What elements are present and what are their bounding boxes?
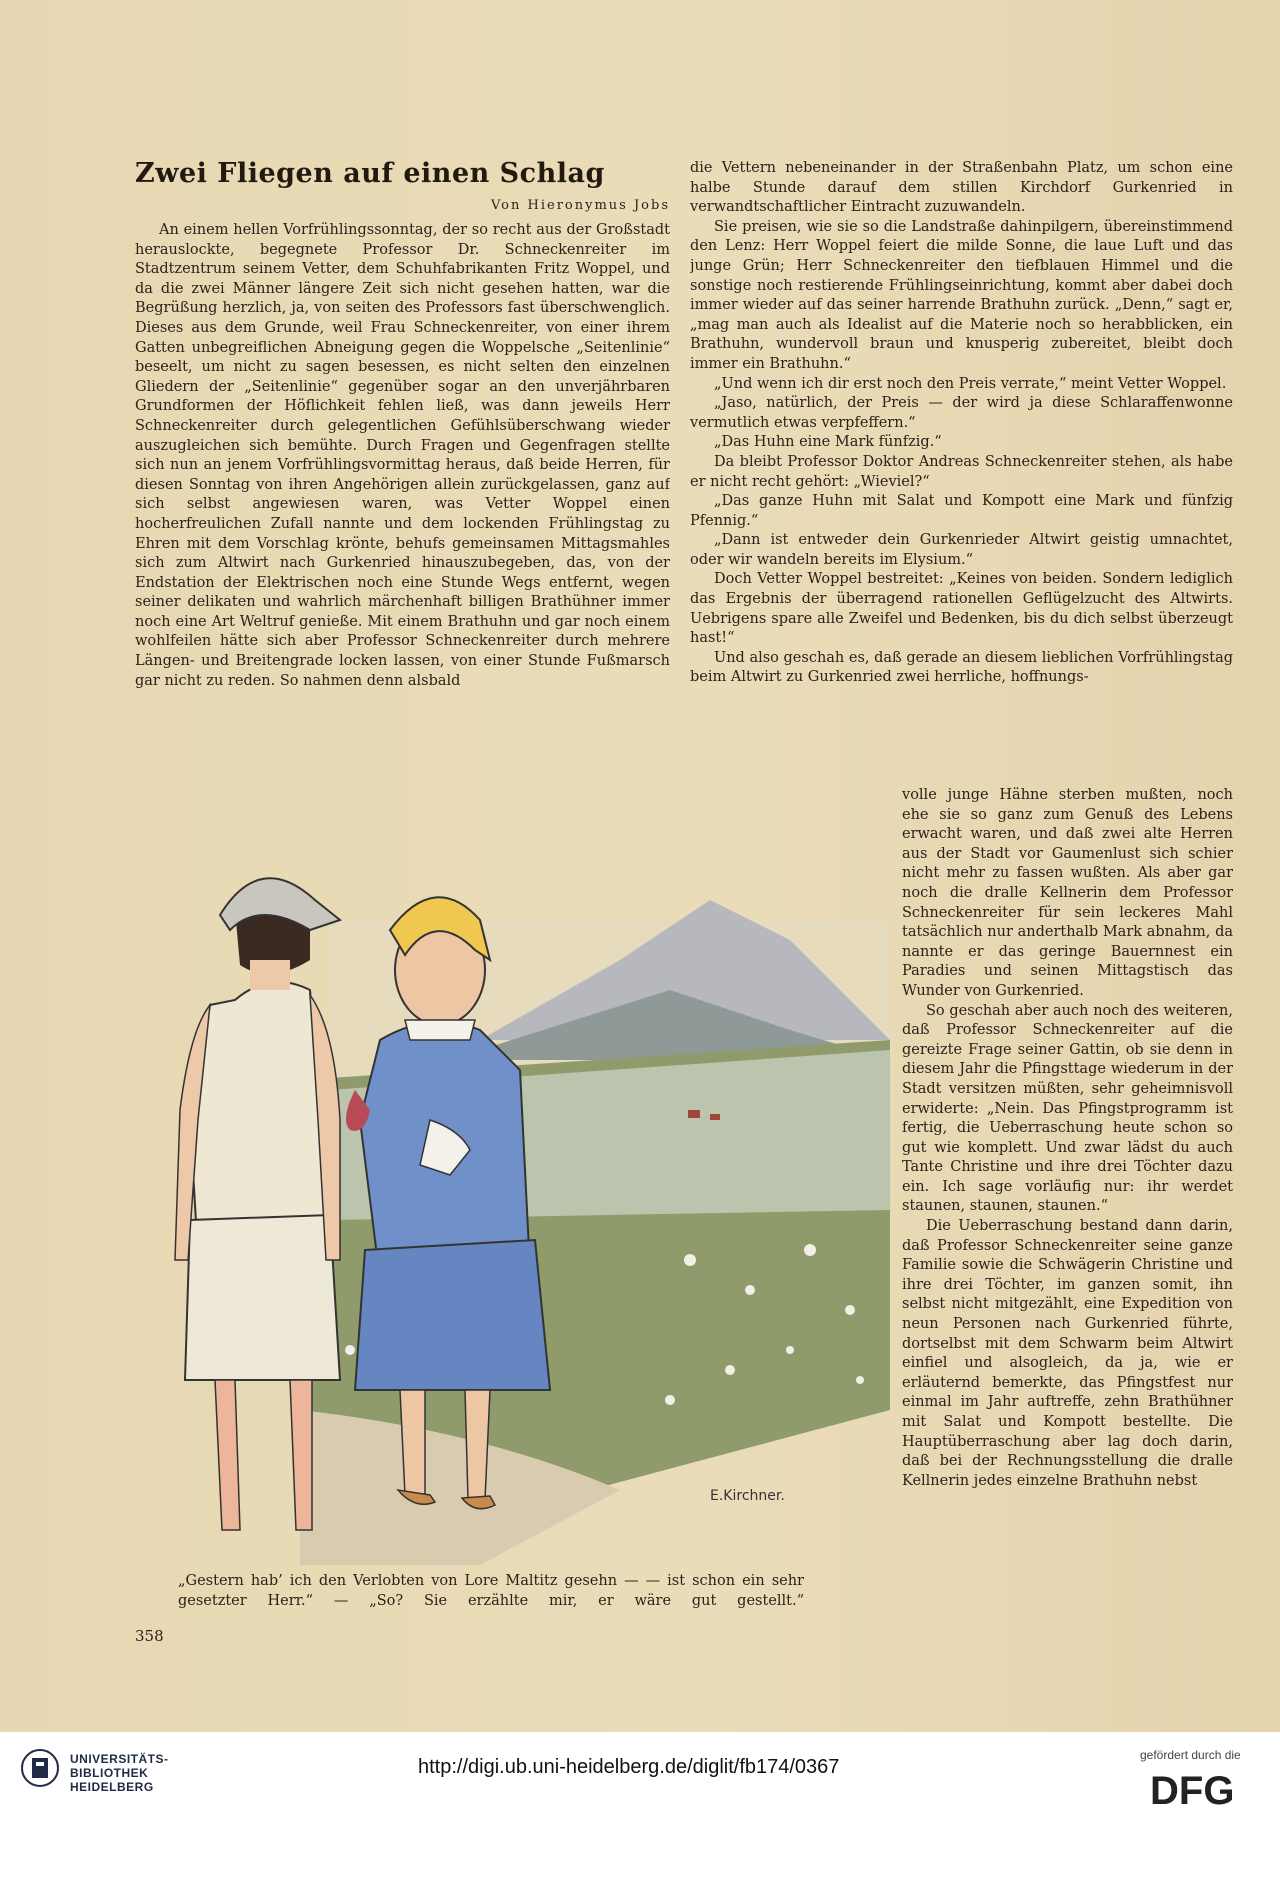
paragraph: „Das Huhn eine Mark fünfzig.“ bbox=[714, 434, 942, 451]
illustration-two-women bbox=[150, 790, 890, 1565]
dfg-logo bbox=[1150, 1770, 1272, 1810]
funded-by-label: gefördert durch die bbox=[1140, 1748, 1241, 1762]
right-column bbox=[690, 159, 1233, 809]
left-column bbox=[135, 221, 670, 786]
university-name bbox=[70, 1752, 169, 1794]
illustration-caption: „Gestern hab’ ich den Verlobten von Lore Maltitz gesehn — — ist schon ein sehr gesetzter Herr.“ — „So? Sie erzählte mir, er wäre gut gestellt.“ bbox=[178, 1573, 804, 1609]
artist-signature: E.Kirchner. bbox=[710, 1488, 785, 1504]
paragraph: „Das ganze Huhn mit Salat und Kompott eine Mark und fünfzig Pfennig.“ bbox=[690, 493, 1233, 529]
paragraph: So geschah aber auch noch des weiteren, daß Professor Schneckenreiter auf die gereizte Frage seiner Gattin, ob sie denn in diesem Jahr die Pfingsttage wiederum in der Stadt versitzen müßten, sehr geheimnisvoll erwiderte: „Nein. Das Pfingstprogramm ist fertig, die Ueberraschung heute schon so gut wie komplett. Und zwar lädst du auch Tante Christine und ihre drei Töchter dazu ein. Ich sage vorläufig nur: ihr werdet staunen, staunen, staunen.“ bbox=[902, 1002, 1233, 1215]
narrow-column bbox=[902, 786, 1233, 1893]
article-byline: Von Hieronymus Jobs bbox=[490, 198, 670, 213]
paragraph: „Jaso, natürlich, der Preis — der wird ja diese Schlaraffenwonne vermutlich etwas verpfeffern.“ bbox=[690, 395, 1233, 431]
university-name-line: BIBLIOTHEK bbox=[70, 1766, 149, 1780]
university-name-line: HEIDELBERG bbox=[70, 1780, 154, 1794]
paragraph: „Dann ist entweder dein Gurkenrieder Altwirt geistig umnachtet, oder wir wandeln bereits im Elysium.“ bbox=[690, 532, 1233, 568]
dfg-logo-text: DFG bbox=[1150, 1770, 1235, 1810]
paragraph: volle junge Hähne sterben mußten, noch ehe sie so ganz zum Genuß des Lebens erwacht waren, und daß zwei alte Herren aus der Stadt vor Gaumenlust sich schier nicht mehr zu fassen wußten. Als aber gar noch die dralle Kellnerin dem Professor Schneckenreiter für sein leckeres Mahl tatsächlich nur anderthalb Mark abnahm, da nannte er das geringe Bauernnest ein Paradies und seinen Mittagstisch das Wunder von Gurkenried. bbox=[902, 787, 1233, 999]
article-title: Zwei Fliegen auf einen Schlag bbox=[135, 158, 605, 189]
paragraph: „Und wenn ich dir erst noch den Preis verrate,“ meint Vetter Woppel. bbox=[714, 375, 1227, 392]
page-number: 358 bbox=[135, 1627, 164, 1645]
paragraph: Die Ueberraschung bestand dann darin, daß Professor Schneckenreiter seine ganze Familie sowie die Schwägerin Christine und ihre drei Töchter, im ganzen somit, ihn selbst nicht mitgezählt, eine Expedition von neun Personen nach Gurkenried führte, dortselbst mit dem Schwarm beim Altwirt einfiel und alsogleich, da ja, wie er erläuternd bemerkte, das Pfingstfest nur einmal im Jahr auftreffe, zehn Brathühner mit Salat und Kompott bestellte. Die Hauptüberraschung aber lag doch darin, daß bei der Rechnungsstellung die dralle Kellnerin jedes einzelne Brathuhn nebst bbox=[902, 1218, 1233, 1489]
university-seal-icon bbox=[20, 1748, 60, 1788]
university-name-line: UNIVERSITÄTS- bbox=[70, 1752, 169, 1766]
paragraph: An einem hellen Vorfrühlingssonntag, der so recht aus der Großstadt herauslockte, begegnete Professor Dr. Schneckenreiter im Stadtzentrum seinem Vetter, dem Schuhfabrikanten Fritz Woppel, und da die zwei Männer längere Zeit sich nicht gesehen hatten, war die Begrüßung herzlich, ja, von seiten des Professors fast überschwenglich. Dieses aus dem Grunde, weil Frau Schneckenreiter, von einer ihrem Gatten unbegreiflichen Abneigung gegen die Woppelsche „Seitenlinie“ beseelt, um nicht zu sagen besessen, es nicht selten den einzelnen Gliedern der „Seitenlinie“ gegenüber sogar an den unverjährbaren Grundformen der Höflichkeit fehlen ließ, was dann jeweils Herr Schneckenreiter durch gelegentlichen Gefühlsüberschwang wieder auszugleichen sich bemühte. Durch Fragen und Gegenfragen stellte sich nun an jenem Vorfrühlingsvormittag heraus, daß beide Herren, für diesen Sonntag von ihren Angehörigen allein zurückgelassen, ganz auf sich selbst angewiesen waren, was Vetter Woppel einen hocherfreulichen Zufall nannte und dem lockenden Frühlingstag zu Ehren mit dem Vorschlag krönte, behufs gemeinsamen Mittagsmahles sich zum Altwirt nach Gurkenried hinauszubegeben, das, von der Endstation der Elektrischen noch eine Stunde Wegs entfernt, wegen seiner delikaten und wahrlich märchenhaft billigen Brathühner immer noch eine Art Weltruf genieße. Mit einem Brathuhn und gar noch einem wohlfeilen hätte sich aber Professor Schneckenreiter durch mehrere Längen- und Breitengrade locken lassen, von einer Stunde Fußmarsch gar nicht zu reden. So nahmen denn alsbald bbox=[135, 222, 670, 689]
paragraph: Sie preisen, wie sie so die Landstraße dahinpilgern, übereinstimmend den Lenz: Herr Woppel feiert die milde Sonne, die laue Luft und das junge Grün; Herr Schneckenreiter den tiefblauen Himmel und die sonstige noch restierende Frühlingseinrichtung, kommt aber dabei doch immer wieder auf das seiner harrende Brathuhn zurück. „Denn,“ sagt er, „mag man auch als Idealist auf die Materie noch so herabblicken, ein Brathuhn, wundervoll braun und knusperig zubereitet, bleibt doch immer ein Brathuhn.“ bbox=[690, 218, 1233, 372]
paragraph: Und also geschah es, daß gerade an diesem lieblichen Vorfrühlingstag beim Altwirt zu Gurkenried zwei herrliche, hoffnungs- bbox=[690, 649, 1233, 686]
paragraph: die Vettern nebeneinander in der Straßenbahn Platz, um schon eine halbe Stunde darauf dem stillen Kirchdorf Gurkenried in verwandtschaftlicher Eintracht zuzuwandeln. bbox=[690, 160, 1233, 216]
paragraph: Doch Vetter Woppel bestreitet: „Keines von beiden. Sondern lediglich das Ergebnis der überragend rationellen Geflügelzucht des Altwirts. Uebrigens spare alle Zweifel und Bedenken, bis du dich selbst überzeugt hast!“ bbox=[690, 571, 1233, 647]
permalink-url[interactable]: http://digi.ub.uni-heidelberg.de/diglit/fb174/0367 bbox=[418, 1756, 840, 1778]
paragraph: Da bleibt Professor Doktor Andreas Schneckenreiter stehen, als habe er nicht recht gehört: „Wieviel?“ bbox=[690, 453, 1233, 490]
